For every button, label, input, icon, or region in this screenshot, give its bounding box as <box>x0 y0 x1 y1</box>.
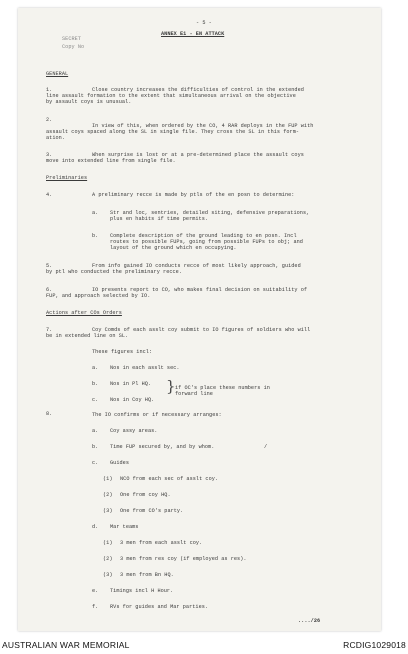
para-line: A preliminary recce is made by ptls of the en posn to determine: <box>92 192 295 198</box>
sub-item-text: Nos in each asslt sec. <box>110 365 180 371</box>
brace-note: if OC's place these numbers in <box>175 385 270 391</box>
sub-item-text: Nos in Pl HQ. <box>110 381 152 387</box>
para-line: Coy Comds of each asslt coy submit to IO figures of soldiers who will <box>92 327 311 333</box>
sub-item-label: f. <box>92 604 99 610</box>
sub-item-label: a. <box>92 365 99 371</box>
para-number: 7. <box>46 327 53 333</box>
para-number: 1. <box>46 87 53 93</box>
sub-sub-label: (2) <box>103 492 113 498</box>
para-line: move into extended line from single file. <box>46 158 176 164</box>
faint-marking-1: SECRET <box>62 36 81 42</box>
sub-item-label: b. <box>92 233 99 239</box>
sub-sub-label: (3) <box>103 508 113 514</box>
para-line: line assault formation to the extent that simultaneous arrival on the objective <box>46 93 296 99</box>
sub-sub-text: 3 men from res coy (if employed as res). <box>120 556 247 562</box>
sub-item-label: d. <box>92 524 99 530</box>
sub-item-label: b. <box>92 444 99 450</box>
sub-item-text: Mar teams <box>110 524 139 530</box>
para-line: When surprise is lost or at a pre-determined place the assault coys <box>92 152 304 158</box>
sub-item-text: routes to possible FUPs, going from possible FUPs to obj; and <box>110 239 303 245</box>
para-line: ation. <box>46 135 65 141</box>
continuation-marker: ..../26 <box>298 618 321 624</box>
sub-item-text: Time FUP secured by, and by whom. <box>110 444 215 450</box>
annex-heading: ANNEX E1 - EN ATTACK <box>161 31 225 37</box>
sub-item-label: b. <box>92 381 99 387</box>
page-number: - 5 - <box>196 20 212 26</box>
para-line: be in extended line on SL. <box>46 333 129 339</box>
para-line: The IO confirms or if necessary arranges: <box>92 412 222 418</box>
document-page <box>18 8 381 631</box>
sub-sub-label: (3) <box>103 572 113 578</box>
para-line: assault coys spaced along the SL in single file. They cross the SL in this form- <box>46 129 300 135</box>
brace: } <box>166 377 176 395</box>
sub-sub-text: 3 men from Bn HQ. <box>120 572 174 578</box>
section-heading-preliminaries: Preliminaries <box>46 175 88 181</box>
footer-archive-name: AUSTRALIAN WAR MEMORIAL <box>2 640 130 650</box>
footer-record-id: RCDIG1029018 <box>343 640 406 650</box>
sub-item-text: Nos in Coy HQ. <box>110 397 155 403</box>
tick-mark: / <box>264 444 268 450</box>
sub-sub-text: One from CO's party. <box>120 508 184 514</box>
para-line: These figures incl: <box>92 349 153 355</box>
sub-item-label: c. <box>92 397 99 403</box>
faint-marking-2: Copy No <box>62 44 85 50</box>
sub-item-text: RVs for guides and Mar parties. <box>110 604 209 610</box>
para-line: by ptl who conducted the preliminary recce. <box>46 269 183 275</box>
para-line: In view of this, when ordered by the CO, 4 RAR deploys in the FUP with <box>92 123 314 129</box>
sub-item-text: Coy assy areas. <box>110 428 158 434</box>
sub-sub-label: (1) <box>103 540 113 546</box>
sub-item-label: a. <box>92 428 99 434</box>
para-line: FUP, and approach selected by IO. <box>46 293 151 299</box>
brace-note: forward line <box>175 391 213 397</box>
sub-item-text: Str and loc, sentries, detailed siting, defensive preparations, <box>110 210 310 216</box>
sub-item-text: Complete description of the ground leading to en posn. Incl <box>110 233 297 239</box>
para-line: IO presents report to CO, who makes final decision on suitability of <box>92 287 308 293</box>
sub-sub-text: 3 men from each asslt coy. <box>120 540 203 546</box>
para-line: From info gained IO conducts recce of most likely approach, guided <box>92 263 301 269</box>
sub-item-label: c. <box>92 460 99 466</box>
para-line: Close country increases the difficulties of control in the extended <box>92 87 304 93</box>
sub-sub-text: NCO from each sec of asslt coy. <box>120 476 219 482</box>
section-heading-general: GENERAL <box>46 71 69 77</box>
sub-item-label: a. <box>92 210 99 216</box>
sub-item-text: Timings incl H Hour. <box>110 588 174 594</box>
sub-item-text: plus en habits if time permits. <box>110 216 209 222</box>
para-line: by assault coys is unusual. <box>46 99 132 105</box>
sub-sub-text: One from coy HQ. <box>120 492 171 498</box>
para-number: 8. <box>46 411 53 417</box>
sub-item-text: layout of the ground which en occupying. <box>110 245 237 251</box>
para-number: 6. <box>46 287 53 293</box>
para-number: 3. <box>46 152 53 158</box>
sub-sub-label: (1) <box>103 476 113 482</box>
section-heading-orders: Actions after COs Orders <box>46 310 122 316</box>
sub-item-text: Guides <box>110 460 129 466</box>
para-number: 4. <box>46 192 53 198</box>
para-number: 2. <box>46 117 53 123</box>
sub-sub-label: (2) <box>103 556 113 562</box>
para-number: 5. <box>46 263 53 269</box>
sub-item-label: e. <box>92 588 99 594</box>
